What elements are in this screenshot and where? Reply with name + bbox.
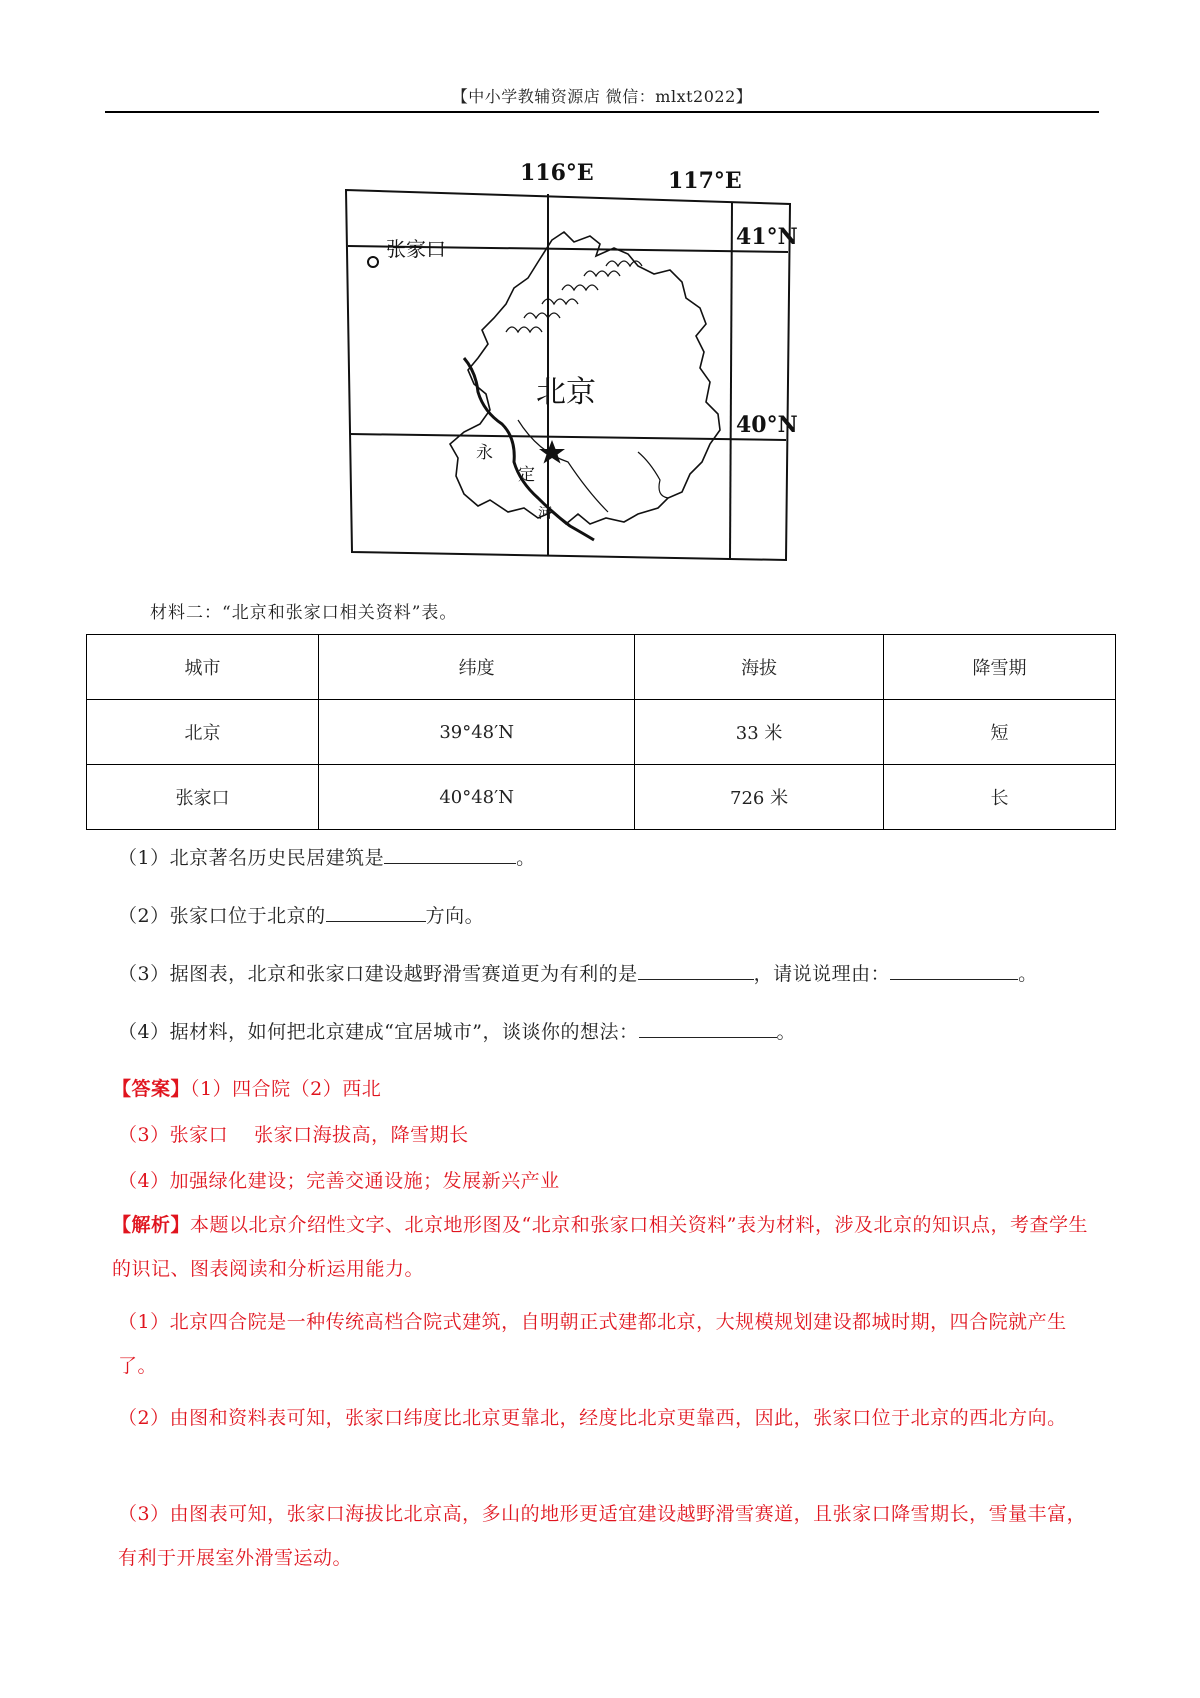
page-header: 【中小学教辅资源店 微信：mlxt2022】 (451, 87, 753, 106)
latitude-line-40 (350, 434, 786, 440)
city-data-table (86, 634, 1116, 830)
beijing-label: 北京 (536, 375, 596, 410)
lat-label-41: 41°N (736, 224, 798, 250)
table-cell: 33 米 (635, 700, 884, 765)
zhangjiakou-marker (368, 257, 378, 267)
answer-line-3: （4）加强绿化建设；完善交通设施；发展新兴产业 (118, 1170, 560, 1192)
table-cell: 40°48′N (319, 765, 635, 830)
table-header-snow: 降雪期 (883, 635, 1115, 700)
analysis-point-1: （1）北京四合院是一种传统高档合院式建筑，自明朝正式建都北京，大规模规划建设都城时期，四合院就产生了。 (118, 1311, 1067, 1377)
question-3: （3）据图表，北京和张家口建设越野滑雪赛道更为有利的是 ，请说说理由： 。 (118, 958, 1038, 986)
question-1: （1）北京著名历史民居建筑是 。 (118, 842, 536, 870)
map-svg (338, 162, 798, 582)
answer-tag: 【答案】 (112, 1078, 191, 1100)
analysis-intro: 【解析】本题以北京介绍性文字、北京地形图及“北京和张家口相关资料”表为材料，涉及北京的知识点，考查学生的识记、图表阅读和分析运用能力。 (112, 1214, 1088, 1280)
answer-blank[interactable] (326, 900, 426, 922)
district-line-east (638, 452, 668, 498)
question-4: （4）据材料，如何把北京建成“宜居城市”，谈谈你的想法： 。 (118, 1016, 796, 1044)
answer-blank[interactable] (384, 842, 516, 864)
header-rule (105, 111, 1099, 113)
answer-blank[interactable] (638, 958, 754, 980)
river-char-3: 河 (538, 506, 552, 522)
table-cell: 短 (883, 700, 1115, 765)
table-cell: 张家口 (87, 765, 319, 830)
table-header-row (87, 635, 1116, 700)
table-header-latitude: 纬度 (319, 635, 635, 700)
table-header-altitude: 海拔 (635, 635, 884, 700)
table-row (87, 765, 1116, 830)
zhangjiakou-label: 张家口 (386, 237, 446, 261)
material2-caption: 材料二：“北京和张家口相关资料”表。 (150, 603, 458, 623)
table-cell: 长 (883, 765, 1115, 830)
analysis-point-3: （3）由图表可知，张家口海拔比北京高，多山的地形更适宜建设越野滑雪赛道，且张家口降雪期长，雪量丰富，有利于开展室外滑雪运动。 (118, 1503, 1087, 1569)
mountains-icon (506, 261, 642, 332)
answer-blank[interactable] (639, 1016, 777, 1038)
lat-label-40: 40°N (736, 412, 798, 438)
river-char-2: 定 (518, 465, 535, 485)
question-2: （2）张家口位于北京的 方向。 (118, 900, 484, 928)
table-cell: 39°48′N (319, 700, 635, 765)
answer-line-1: 【答案】（1）四合院（2）西北 (112, 1078, 382, 1100)
table-row (87, 700, 1116, 765)
longitude-line-117 (730, 202, 732, 558)
lon-label-116: 116°E (520, 162, 594, 186)
table-header-city: 城市 (87, 635, 319, 700)
river-char-1: 永 (476, 443, 493, 463)
table-cell: 北京 (87, 700, 319, 765)
answer-blank[interactable] (890, 958, 1018, 980)
analysis-point-2: （2）由图和资料表可知，张家口纬度比北京更靠北，经度比北京更靠西，因此，张家口位于北京的西北方向。 (118, 1407, 1067, 1429)
beijing-map-figure (338, 162, 798, 582)
table-cell: 726 米 (635, 765, 884, 830)
analysis-tag: 【解析】 (112, 1214, 191, 1236)
answer-line-2: （3）张家口 张家口海拔高，降雪期长 (118, 1124, 469, 1146)
lon-label-117: 117°E (668, 168, 742, 194)
